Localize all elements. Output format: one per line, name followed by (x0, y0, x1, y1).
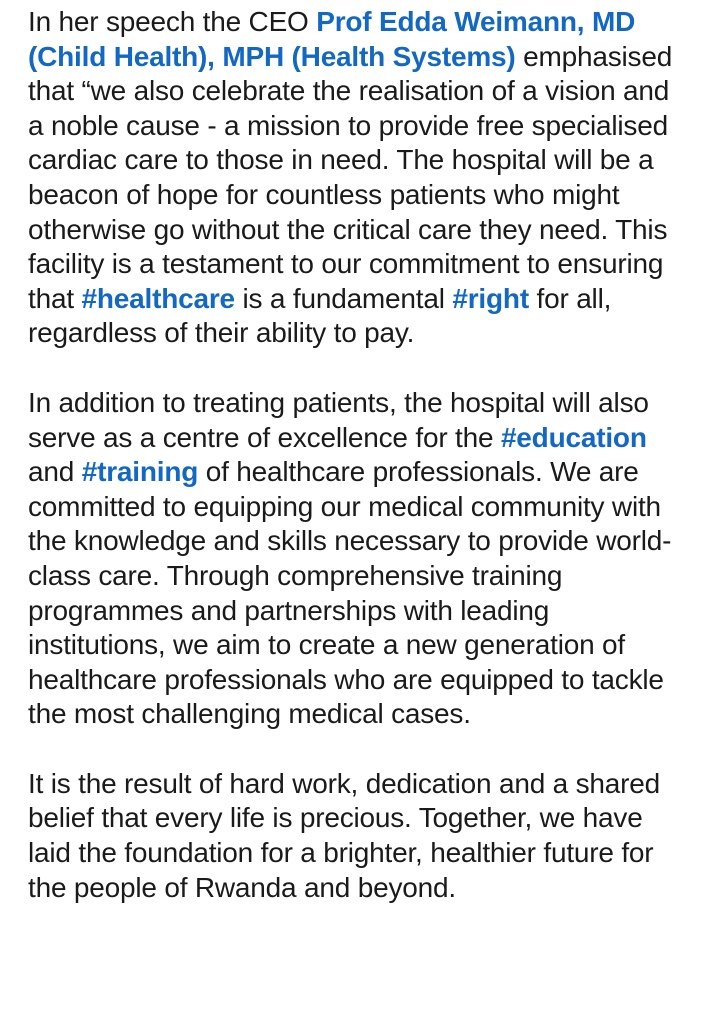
post-paragraph (28, 5, 688, 351)
hashtag-link[interactable]: #training (81, 456, 199, 488)
text-run: In addition to treating patients, the hospital will also serve as a centre of excellence for the (28, 386, 657, 453)
text-run: emphasised that “we also celebrate the realisation of a vision and a noble cause - a mission to provide free specialised cardiac care to those in need. The hospital will be a beacon of hope for countless patients who might otherwise go without the critical care they need. This facility is a testament to our commitment to ensuring that (28, 40, 680, 314)
hashtag-link[interactable]: #healthcare (81, 282, 235, 314)
text-run: is a fundamental (234, 282, 453, 314)
text-run: and (28, 421, 655, 488)
text-run: of healthcare professionals. We are committed to equipping our medical community with the knowledge and skills necessary to provide world-class care. Through comprehensive training programmes and partnerships with leading institutions, we aim to create a new generation of healthcare professionals who are equipped to tackle the most challenging medical cases. (28, 456, 672, 730)
text-run: It is the result of hard work, dedication and a shared belief that every life is precious. Together, we have laid the foundation for a brighter, healthier future for the people of Rwanda and beyond. (28, 767, 668, 903)
hashtag-link[interactable]: #education (500, 421, 647, 453)
text-run: for all, regardless of their ability to pay. (28, 282, 619, 349)
mention-link[interactable]: Prof Edda Weimann, MD (Child Health), MPH (Health Systems) (28, 6, 636, 72)
text-run: In her speech the CEO (28, 6, 317, 37)
hashtag-link[interactable]: #right (452, 282, 529, 314)
post-paragraph (28, 386, 688, 732)
post-paragraph (28, 767, 688, 905)
